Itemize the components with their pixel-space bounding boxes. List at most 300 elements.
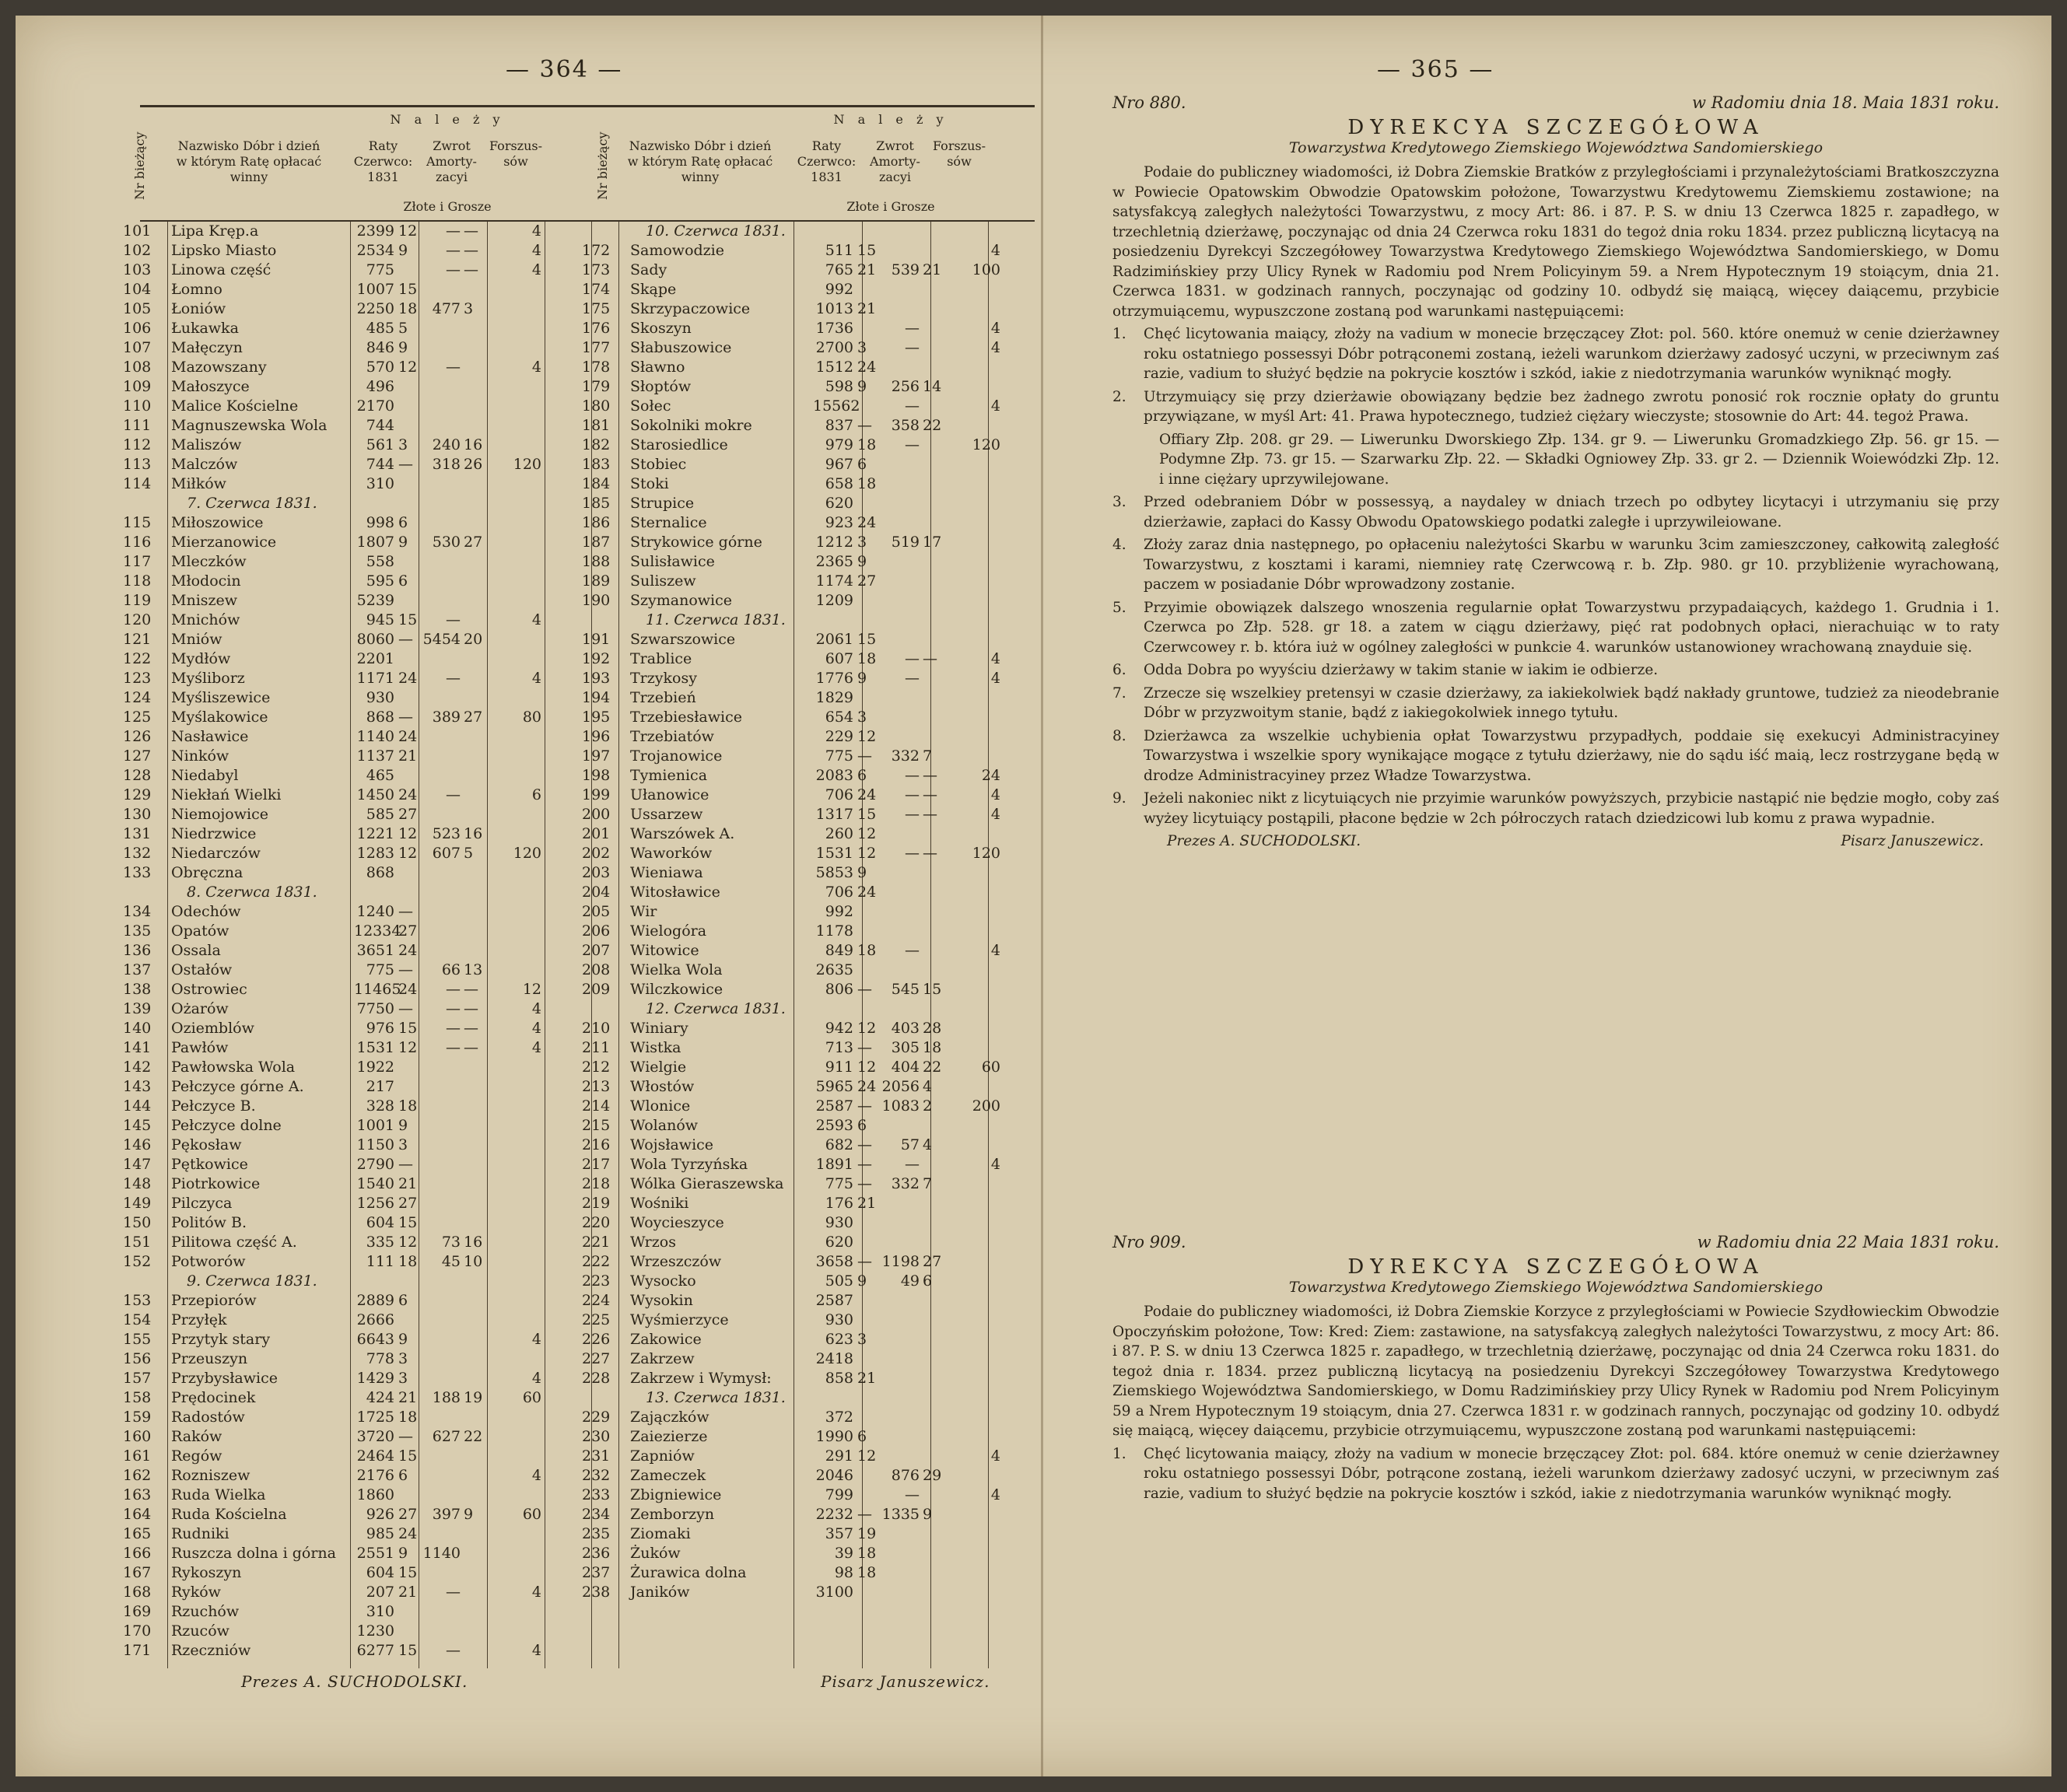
raty-zloty: 942 [825, 1020, 853, 1037]
header-nr-col-b: Nr bieżący [595, 131, 610, 200]
estate-name: Przybysławice [171, 1370, 278, 1387]
raty-grosze: 12 [857, 1059, 877, 1076]
notice-880-condition-number: 2. [1112, 388, 1126, 405]
table-row [123, 999, 576, 1019]
raty-zloty: 2176 [356, 1467, 394, 1484]
raty-grosze: 24 [398, 786, 418, 803]
row-number: 201 [582, 825, 611, 842]
row-number: 140 [123, 1020, 152, 1037]
zwrot-grosze: — [464, 1020, 478, 1037]
table-row [582, 1349, 1035, 1369]
estate-name: Wielka Wola [630, 961, 723, 978]
row-number: 177 [582, 339, 611, 356]
notice-880-condition [1112, 660, 1999, 681]
zwrot-zloty: — [446, 359, 461, 376]
zwrot-grosze: 7 [923, 747, 933, 765]
forszus-value: 4 [531, 261, 541, 278]
raty-grosze: 6 [857, 456, 867, 473]
zwrot-grosze: 27 [923, 1253, 942, 1270]
estate-name: Oziemblów [171, 1020, 254, 1037]
raty-zloty: 260 [825, 825, 853, 842]
notice-880-condition [1112, 789, 1999, 828]
row-number: 213 [582, 1078, 611, 1095]
zwrot-grosze: — [464, 261, 478, 278]
row-number: 175 [582, 300, 611, 317]
raty-grosze: 24 [857, 1078, 877, 1095]
estate-name: Ruszcza dolna i górna [171, 1545, 336, 1562]
raty-grosze: 27 [398, 922, 418, 940]
row-number: 170 [123, 1622, 152, 1640]
notice-880-condition-number: 8. [1112, 727, 1126, 744]
raty-grosze: 9 [398, 1545, 408, 1562]
header-raty-b: Raty Czerwco: 1831 [797, 138, 857, 184]
zwrot-grosze: 4 [923, 1136, 933, 1153]
raty-zloty: 3100 [815, 1584, 853, 1601]
zwrot-zloty: 332 [891, 1175, 920, 1192]
row-number: 185 [582, 495, 611, 512]
raty-grosze: 9 [857, 1272, 867, 1290]
estate-name: Rzuchów [171, 1603, 240, 1620]
raty-zloty: 682 [825, 1136, 853, 1153]
table-row [123, 824, 576, 844]
zwrot-zloty: — [446, 1020, 461, 1037]
table-row [123, 708, 576, 727]
raty-grosze: 24 [857, 359, 877, 376]
row-number: 165 [123, 1525, 152, 1542]
row-number: 154 [123, 1311, 152, 1328]
raty-grosze: — [398, 961, 413, 978]
date-subheading [140, 883, 576, 902]
estate-name: Zakrzew i Wymysł: [630, 1370, 772, 1387]
raty-grosze: 9 [857, 553, 867, 570]
table-row [123, 513, 576, 533]
forszus-value: 4 [531, 222, 541, 240]
row-number: 224 [582, 1292, 611, 1309]
notice-880-condition-text: Jeżeli nakoniec nikt z licytuiących nie przyimie warunków powyższych, przybicie nastąpić nie będzie mogło, coby zaś wyżey licytuiący postąpili, płacone będzie w 2ch półroczych ratach dziedzicowi lub komu z prawa wypadnie. [1144, 790, 1999, 827]
raty-grosze: 12 [857, 1020, 877, 1037]
zwrot-zloty: 1335 [881, 1506, 920, 1523]
estate-name: Niemojowice [171, 806, 268, 823]
row-number: 103 [123, 261, 152, 278]
table-row [123, 222, 576, 241]
estate-name: Wielogóra [630, 922, 707, 940]
row-number: 155 [123, 1331, 152, 1348]
row-number: 110 [123, 397, 152, 415]
zwrot-grosze: 14 [923, 378, 942, 395]
estate-name: Przeuszyn [171, 1350, 248, 1367]
row-number: 158 [123, 1389, 152, 1406]
raty-grosze: 15 [398, 611, 418, 628]
zwrot-zloty: 188 [432, 1389, 461, 1406]
raty-zloty: 561 [366, 436, 394, 453]
raty-zloty: 1256 [356, 1195, 394, 1212]
estate-name: Trzebiesławice [630, 709, 742, 726]
zwrot-zloty: — [905, 942, 920, 959]
row-number: 109 [123, 378, 152, 395]
raty-zloty: 465 [366, 767, 394, 784]
raty-zloty: 623 [825, 1331, 853, 1348]
raty-grosze: 24 [398, 942, 418, 959]
zwrot-zloty: — [446, 1039, 461, 1056]
raty-grosze: 6 [398, 1467, 408, 1484]
table-row [582, 1486, 1035, 1505]
table-row [582, 377, 1035, 397]
zwrot-zloty: — [446, 1642, 461, 1659]
zwrot-grosze: — [923, 845, 937, 862]
estate-name: Wyśmierzyce [630, 1311, 729, 1328]
raty-zloty: 1140 [356, 728, 394, 745]
table-row [123, 747, 576, 766]
estate-name: Waworków [630, 845, 713, 862]
raty-zloty: 775 [366, 261, 394, 278]
row-number: 114 [123, 475, 152, 492]
forszus-value: 4 [531, 242, 541, 259]
table-row [582, 1447, 1035, 1466]
zwrot-grosze: 13 [464, 961, 483, 978]
raty-zloty: 511 [825, 242, 853, 259]
raty-zloty: 992 [825, 281, 853, 298]
estate-name: Ryków [171, 1584, 221, 1601]
estate-name: Malczów [171, 456, 238, 473]
raty-grosze: 15 [857, 806, 877, 823]
table-row [123, 1388, 576, 1408]
estate-name: Rzeczniów [171, 1642, 251, 1659]
raty-zloty: 778 [366, 1350, 394, 1367]
forszus-value: 4 [990, 397, 1000, 415]
row-number: 123 [123, 670, 152, 687]
table-row [123, 766, 576, 786]
estate-name: Zemborzyn [630, 1506, 715, 1523]
raty-grosze: — [398, 456, 413, 473]
table-row [123, 416, 576, 436]
raty-zloty: 485 [366, 320, 394, 337]
table-row [123, 299, 576, 319]
forszus-value: 4 [531, 1370, 541, 1387]
table-row [123, 377, 576, 397]
zwrot-zloty: — [905, 1156, 920, 1173]
zwrot-zloty: 2056 [881, 1078, 920, 1095]
row-number: 151 [123, 1234, 152, 1251]
table-row [582, 883, 1035, 902]
raty-grosze: — [398, 1428, 413, 1445]
notice-909-subtitle: Towarzystwa Kredytowego Ziemskiego Województwa Sandomierskiego [1288, 1278, 1824, 1296]
row-number: 194 [582, 689, 611, 706]
zwrot-zloty: — [905, 397, 920, 415]
estate-name: Szwarszowice [630, 631, 736, 648]
estate-name: Łukawka [171, 320, 239, 337]
estate-name: Myślakowice [171, 709, 268, 726]
row-number: 176 [582, 320, 611, 337]
raty-grosze: 21 [857, 1370, 877, 1387]
estate-name: Małoszyce [171, 378, 250, 395]
date-subheading [599, 611, 1035, 630]
notice-880-condition-number: 1. [1112, 326, 1126, 342]
raty-zloty: 2534 [356, 242, 394, 259]
row-number: 106 [123, 320, 152, 337]
row-number: 238 [582, 1584, 611, 1601]
table-row [582, 513, 1035, 533]
table-row [582, 1330, 1035, 1349]
row-number: 179 [582, 378, 611, 395]
raty-zloty: 505 [825, 1272, 853, 1290]
raty-zloty: 585 [366, 806, 394, 823]
row-number: 231 [582, 1447, 611, 1465]
raty-zloty: 706 [825, 786, 853, 803]
zwrot-grosze: 26 [464, 456, 483, 473]
raty-grosze: 15 [398, 1214, 418, 1231]
table-row [123, 338, 576, 358]
zwrot-zloty: 305 [891, 1039, 920, 1056]
raty-grosze: 6 [857, 1428, 867, 1445]
table-row [582, 1194, 1035, 1213]
table-row [582, 261, 1035, 280]
raty-zloty: 1990 [815, 1428, 853, 1445]
notice-880-condition-text: Odda Dobra po wyyściu dzierżawy w takim stanie w iakim ie odbierze. [1144, 662, 1659, 678]
raty-grosze: 21 [398, 1175, 418, 1192]
notice-880-condition [1112, 324, 1999, 384]
zwrot-grosze: 9 [464, 1506, 474, 1523]
estate-name: Wielgie [630, 1059, 687, 1076]
forszus-value: 4 [990, 320, 1000, 337]
zwrot-zloty: — [446, 670, 461, 687]
table-row [582, 572, 1035, 591]
forszus-value: 24 [981, 767, 1000, 784]
row-number: 190 [582, 592, 611, 609]
raty-grosze: 9 [398, 339, 408, 356]
raty-zloty: 654 [825, 709, 853, 726]
row-number: 204 [582, 884, 611, 901]
table-row [123, 1622, 576, 1641]
row-number: 234 [582, 1506, 611, 1523]
zwrot-zloty: — [905, 845, 920, 862]
raty-grosze: — [398, 631, 413, 648]
estate-name: Rykoszyn [171, 1564, 242, 1581]
table-row [123, 1291, 576, 1311]
raty-grosze: 21 [398, 1389, 418, 1406]
table-row [582, 591, 1035, 611]
table-row [123, 611, 576, 630]
estate-name: Regów [171, 1447, 222, 1465]
estate-name: Rozniszew [171, 1467, 250, 1484]
zwrot-zloty: 397 [432, 1506, 461, 1523]
table-row [123, 358, 576, 377]
date-subheading-text: 13. Czerwca 1831. [646, 1389, 786, 1406]
raty-grosze: 24 [398, 981, 418, 998]
zwrot-grosze: — [923, 786, 937, 803]
zwrot-grosze: 10 [464, 1253, 483, 1270]
raty-zloty: 744 [366, 417, 394, 434]
row-number: 222 [582, 1253, 611, 1270]
row-number: 183 [582, 456, 611, 473]
zwrot-zloty: 332 [891, 747, 920, 765]
raty-zloty: 39 [834, 1545, 853, 1562]
table-row [582, 824, 1035, 844]
estate-name: Wir [630, 903, 657, 920]
row-number: 160 [123, 1428, 152, 1445]
estate-name: Trojanowice [630, 747, 723, 765]
table-row [123, 1408, 576, 1427]
row-number: 139 [123, 1000, 152, 1017]
row-number: 112 [123, 436, 152, 453]
estate-name: Malice Kościelne [171, 397, 299, 415]
row-number: 237 [582, 1564, 611, 1581]
row-number: 143 [123, 1078, 152, 1095]
row-number: 120 [123, 611, 152, 628]
estate-name: Ninków [171, 747, 229, 765]
raty-zloty: 1860 [356, 1486, 394, 1503]
raty-grosze: 27 [398, 1195, 418, 1212]
raty-grosze: — [857, 1175, 872, 1192]
raty-zloty: 1171 [356, 670, 394, 687]
row-number: 138 [123, 981, 152, 998]
raty-zloty: 620 [825, 495, 853, 512]
zwrot-zloty: — [905, 339, 920, 356]
forszus-value: 4 [990, 1486, 1000, 1503]
row-number: 216 [582, 1136, 611, 1153]
zwrot-grosze: — [923, 650, 937, 667]
raty-zloty: 846 [366, 339, 394, 356]
notice-880-condition [1112, 492, 1999, 532]
estate-name: Obręczna [171, 864, 243, 881]
table-row [582, 980, 1035, 999]
raty-zloty: 558 [366, 553, 394, 570]
estate-name: Lipa Kręp.a [171, 222, 259, 240]
raty-zloty: 217 [366, 1078, 394, 1095]
raty-zloty: 1891 [815, 1156, 853, 1173]
row-number: 181 [582, 417, 611, 434]
table-row [582, 397, 1035, 416]
row-number: 217 [582, 1156, 611, 1173]
zwrot-grosze: 4 [923, 1078, 933, 1095]
estate-name: Zakowice [630, 1331, 702, 1348]
raty-zloty: 2170 [356, 397, 394, 415]
raty-grosze: 9 [398, 242, 408, 259]
table-row [582, 630, 1035, 649]
row-number: 197 [582, 747, 611, 765]
raty-zloty: 1221 [356, 825, 394, 842]
row-number: 102 [123, 242, 152, 259]
table-row [123, 630, 576, 649]
raty-zloty: 604 [366, 1564, 394, 1581]
header-zwrot-b: Zwrot Amorty-zacyi [870, 138, 920, 184]
table-row [123, 1330, 576, 1349]
raty-zloty: 5965 [815, 1078, 853, 1095]
estate-name: Winiary [630, 1020, 688, 1037]
table-row [123, 1194, 576, 1213]
table-row [582, 1583, 1035, 1602]
raty-zloty: 979 [825, 436, 853, 453]
raty-grosze: 15 [398, 1447, 418, 1465]
notice-909-conditions [1112, 1444, 1999, 1504]
notice-880-condition [1112, 535, 1999, 595]
zwrot-grosze: — [464, 242, 478, 259]
forszus-value: 4 [531, 1584, 541, 1601]
row-number: 172 [582, 242, 611, 259]
row-number: 219 [582, 1195, 611, 1212]
estate-name: Piotrkowice [171, 1175, 261, 1192]
zwrot-zloty: — [446, 222, 461, 240]
row-number: 164 [123, 1506, 152, 1523]
table-row [582, 1233, 1035, 1252]
row-number: 162 [123, 1467, 152, 1484]
notice-880-condition-text: Przed odebraniem Dóbr w possessyą, a naydaley w dniach trzech po odbytey licytacyi i utrzymaniu się przy dzierżawie, zapłaci do Kassy Obwodu Opatowskiego podatki zaległe i uprzywileiowane. [1144, 494, 1999, 530]
notice-880-intro: Podaie do publiczney wiadomości, iż Dobra Ziemskie Bratków z przyległościami i przynależytościami Bratkoszczyzna w Powiecie Opatowskim Obwodzie Opatowskim położone, Towarzystwu Kredytowemu Ziemskiemu zostawione; na satysfakcyą zaległych należytości Towarzystwu, z mocy Art: 86. i 87. P. S. w dniu 13 Czerwca 1825 r. zapadłego, w trzechletnią dzierżawę, poczynając od dnia 24 Czerwca roku 1831 do tegoż dnia roku 1834. przez publiczną licytacyą na posiedzeniu Dyrekcyi Szczegółowey Towarzystwa Kredytowego Ziemskiego Województwa Sandomierskiego, w Domu Radzimińskiey przy Ulicy Rynek w Radomiu pod Nrem Policyinym 59. a Nrem Hypotecznym 19 stoiącym, dnia 21. Czerwca 1831. w godzinach rannych, poczynając od godziny 10. odbydź się maiącą, więcey daiącemu, przybicie otrzymuiącemu, wypuszczone zostaną pod warunkami następuiącemi: [1112, 164, 1999, 320]
zwrot-zloty: — [905, 650, 920, 667]
estate-name: Lipsko Miasto [171, 242, 277, 259]
estate-name: Żurawica dolna [630, 1564, 747, 1581]
raty-zloty: 595 [366, 572, 394, 590]
estate-name: Tymienica [630, 767, 708, 784]
row-number: 141 [123, 1039, 152, 1056]
raty-grosze: 9 [857, 378, 867, 395]
table-row [582, 902, 1035, 922]
date-subheading-text: 7. Czerwca 1831. [187, 495, 317, 512]
zwrot-zloty: — [446, 261, 461, 278]
row-number: 148 [123, 1175, 152, 1192]
table-row [123, 786, 576, 805]
raty-zloty: 1212 [815, 534, 853, 551]
notice-880-subtitle: Towarzystwa Kredytowego Ziemskiego Województwa Sandomierskiego [1288, 138, 1824, 156]
raty-grosze: 3 [857, 534, 867, 551]
raty-zloty: 2464 [356, 1447, 394, 1465]
raty-grosze: 15 [857, 631, 877, 648]
table-row [582, 338, 1035, 358]
estate-name: Raków [171, 1428, 222, 1445]
estate-name: Przytyk stary [171, 1331, 271, 1348]
raty-zloty: 8060 [356, 631, 394, 648]
estate-name: Mleczków [171, 553, 247, 570]
notice-880-conditions [1112, 324, 1999, 828]
raty-grosze: 18 [857, 436, 877, 453]
row-number: 156 [123, 1350, 152, 1367]
header-forsz-a: Forszus-sów [489, 138, 543, 169]
forszus-value: 4 [990, 786, 1000, 803]
table-row [582, 1544, 1035, 1563]
row-number: 150 [123, 1214, 152, 1231]
zwrot-zloty: 1140 [422, 1545, 461, 1562]
notice-880-condition-number: 6. [1112, 662, 1126, 678]
raty-grosze: 24 [398, 670, 418, 687]
notice-909-condition [1112, 1444, 1999, 1504]
raty-zloty: 967 [825, 456, 853, 473]
zwrot-zloty: — [446, 611, 461, 628]
estate-name: Niedabyl [171, 767, 239, 784]
estate-name: Zajączków [630, 1409, 709, 1426]
table-row [582, 1097, 1035, 1116]
zwrot-zloty: 358 [891, 417, 920, 434]
estate-name: Prędocinek [171, 1389, 256, 1406]
raty-grosze: 12 [398, 825, 418, 842]
raty-zloty: 6643 [356, 1331, 394, 1348]
row-number: 187 [582, 534, 611, 551]
raty-zloty: 3720 [356, 1428, 394, 1445]
notice-880-condition-number: 5. [1112, 599, 1126, 616]
raty-grosze: 12 [857, 845, 877, 862]
zwrot-grosze: 3 [464, 300, 474, 317]
zwrot-zloty: — [446, 786, 461, 803]
zwrot-zloty: 477 [432, 300, 461, 317]
estate-name: Mniów [171, 631, 222, 648]
table-row [123, 1447, 576, 1466]
raty-grosze: 19 [857, 1525, 877, 1542]
row-number: 107 [123, 339, 152, 356]
signature-pisarz-left: Pisarz Januszewicz. [821, 1672, 990, 1691]
estate-name: Wrzeszczów [630, 1253, 722, 1270]
row-number: 159 [123, 1409, 152, 1426]
zwrot-zloty: 627 [432, 1428, 461, 1445]
table-row [123, 863, 576, 883]
raty-zloty: 858 [825, 1370, 853, 1387]
